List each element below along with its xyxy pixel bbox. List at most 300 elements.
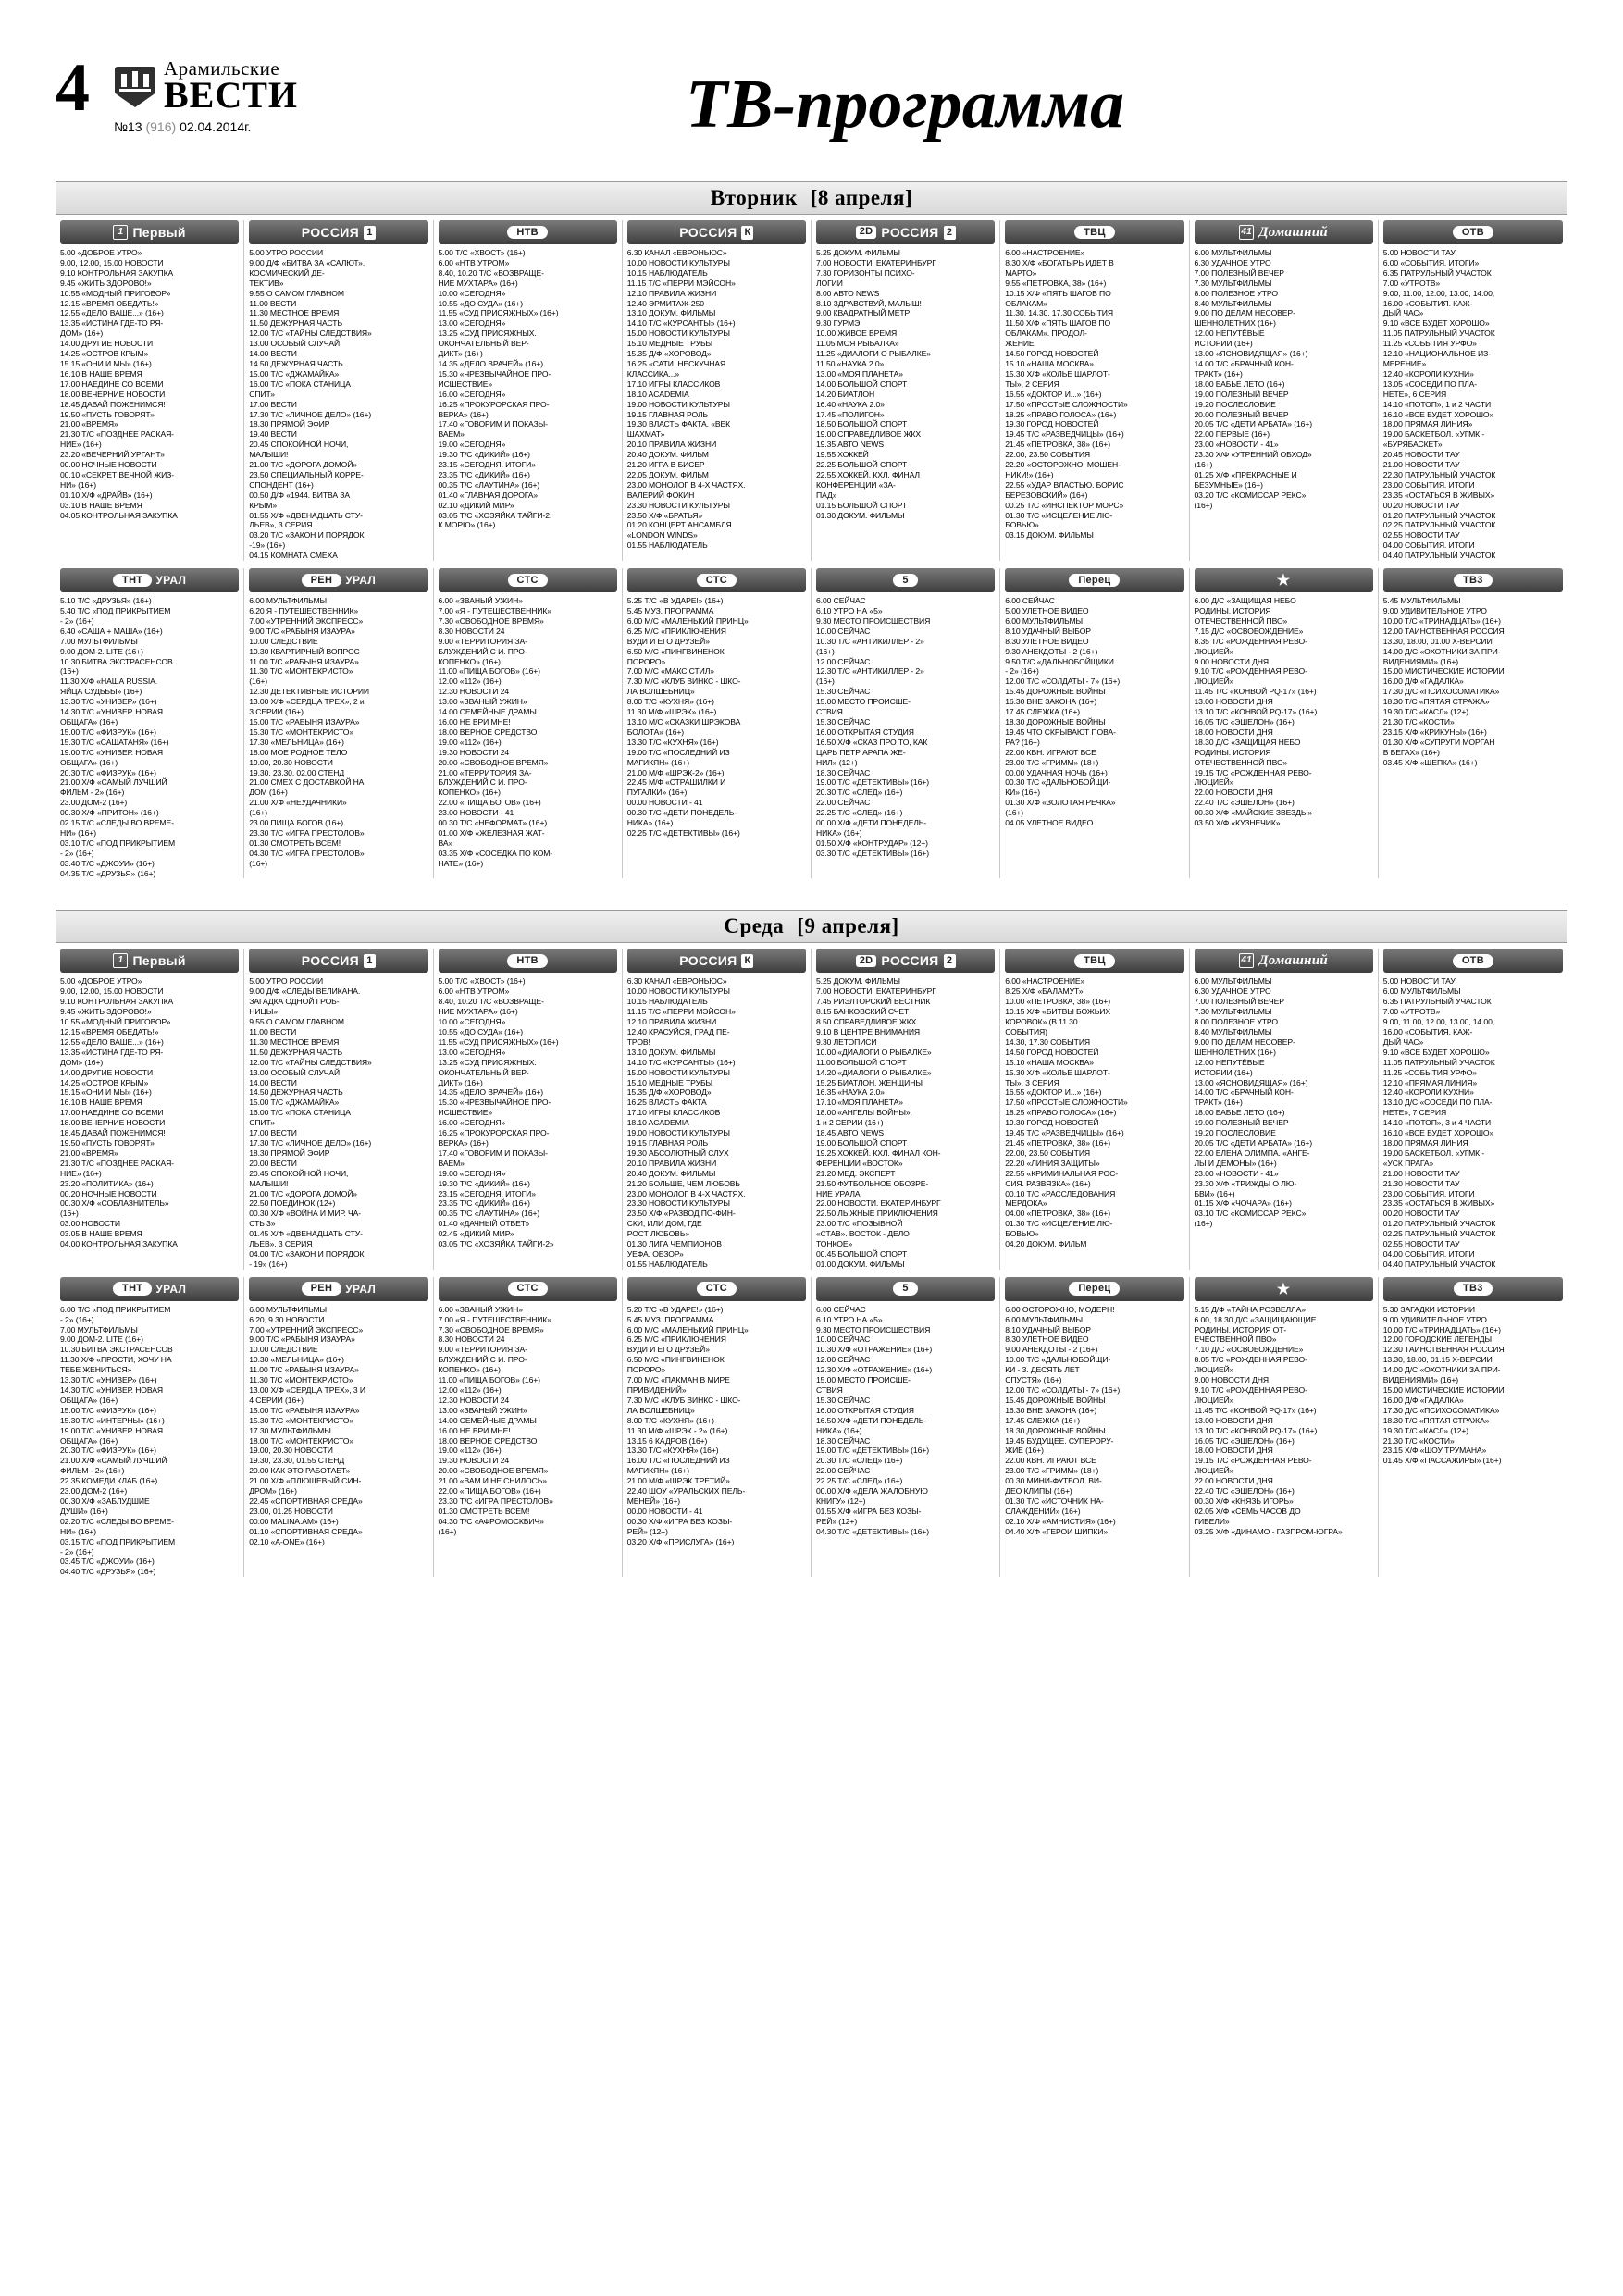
program-item: 02.05 Х/Ф «СЕМЬ ЧАСОВ ДО xyxy=(1194,1506,1301,1516)
program-item: БЛУЖДЕНИЙ С И. ПРО- xyxy=(438,646,527,656)
program-item: -19» (16+) xyxy=(249,540,286,551)
program-item: 9.45 «ЖИТЬ ЗДОРОВО!» xyxy=(60,278,152,288)
program-item: 5.00 УТРО РОССИИ xyxy=(249,976,324,987)
program-item: БЛУЖДЕНИЙ С И. ПРО- xyxy=(438,1355,527,1365)
program-item: - 2» (16+) xyxy=(1005,666,1039,676)
program-item: 8.00 ПОЛЕЗНОЕ УТРО xyxy=(1194,1017,1278,1027)
program-item: 20.00 ПОЛЕЗНЫЙ ВЕЧЕР xyxy=(1194,409,1289,419)
program-item: 14.10 Т/С «КУРСАНТЫ» (16+) xyxy=(626,1057,736,1067)
program-item: 01.00 ДОКУМ. ФИЛЬМЫ xyxy=(816,1259,905,1269)
program-item: 14.30 Т/С «УНИВЕР. НОВАЯ xyxy=(60,707,163,717)
program-item: 10.15 Х/Ф «ПЯТЬ ШАГОВ ПО xyxy=(1005,288,1111,298)
program-item: НИ» (16+) xyxy=(60,479,96,490)
channel-header-rossiyak[interactable]: РОССИЯ К xyxy=(627,220,806,244)
program-item: 5.00 «ДОБРОЕ УТРО» xyxy=(60,976,142,987)
program-item: 7.15 Д/С «ОСВОБОЖДЕНИЕ» xyxy=(1194,626,1304,636)
program-item: 14.20 БИАТЛОН xyxy=(816,389,875,399)
program-item: 17.00 ВЕСТИ xyxy=(249,399,297,409)
program-item: 9.00 Д/Ф «СЛЕДЫ ВЕЛИКАНА. xyxy=(249,987,361,997)
program-item: 17.00 НАЕДИНЕ СО ВСЕМИ xyxy=(60,1108,164,1118)
program-item: КРЫМ» xyxy=(249,500,278,510)
program-item: 10.30 БИТВА ЭКСТРАСЕНСОВ xyxy=(60,1345,173,1355)
program-item: 9.30 ГУРМЭ xyxy=(816,318,861,329)
program-item: 15.35 Д/Ф «ХОРОВОД» xyxy=(626,1087,712,1098)
program-item: КОСМИЧЕСКИЙ ДЕ- xyxy=(249,267,325,278)
program-item: «БУРЯБАСКЕТ» xyxy=(1382,440,1443,450)
program-item: - 2» (16+) xyxy=(60,848,94,858)
program-item: 15.00 Т/С «ДЖАМАЙКА» xyxy=(249,368,340,379)
program-item: 16.00 Д/Ф «ГАДАЛКА» xyxy=(1382,676,1464,687)
program-item: 16.00 НЕ ВРИ МНЕ! xyxy=(438,1425,511,1435)
channel-header-tv3[interactable] xyxy=(1383,1277,1563,1301)
program-item: 13.25 «СУД ПРИСЯЖНЫХ. xyxy=(438,1057,537,1067)
program-item: 14.00 СЕМЕЙНЫЕ ДРАМЫ xyxy=(438,707,537,717)
program-item: 00.10 «СЕКРЕТ ВЕЧНОЙ ЖИЗ- xyxy=(60,469,175,479)
weekday-label: Среда xyxy=(724,914,785,938)
program-item: 15.00 МИСТИЧЕСКИЕ ИСТОРИИ xyxy=(1382,1385,1505,1395)
program-item: 20.00 «СВОБОДНОЕ ВРЕМЯ» xyxy=(438,1466,549,1476)
program-item: 00.30 Х/Ф «ПРИТОН» (16+) xyxy=(60,808,159,818)
channel-header-rossiya2[interactable]: 2D РОССИЯ 2 xyxy=(816,220,995,244)
program-item: 10.00 «ДИАЛОГИ О РЫБАЛКЕ» xyxy=(816,1047,932,1057)
channel-number-icon: 41 xyxy=(1239,225,1254,240)
channel-logo-icon: 1 xyxy=(113,225,128,240)
program-item: 16.05 Т/С «ЭШЕЛОН» (16+) xyxy=(1194,716,1295,726)
program-item: 20.45 НОВОСТИ ТАУ xyxy=(1382,450,1460,460)
program-item: 00.30 Х/Ф «КНЯЗЬ ИГОРЬ» xyxy=(1194,1496,1294,1506)
program-item: 7.00 НОВОСТИ. ЕКАТЕРИНБУРГ xyxy=(816,987,936,997)
program-item: (16+) xyxy=(60,1209,79,1219)
channel-logo-icon: К xyxy=(741,954,753,968)
program-item: 19.30 НОВОСТИ 24 xyxy=(438,1456,510,1466)
program-item: ОТЕЧЕСТВЕННОЙ ПВО» xyxy=(1194,615,1288,626)
program-item: (16+) xyxy=(1194,500,1213,510)
program-item: 18.00 БАБЬЕ ЛЕТО (16+) xyxy=(1194,379,1285,389)
program-item: 6.30 УДАЧНОЕ УТРО xyxy=(1194,257,1271,267)
program-item: 15.00 НОВОСТИ КУЛЬТУРЫ xyxy=(626,329,730,339)
program-item: 19.30 ВЛАСТЬ ФАКТА. «ВЕК xyxy=(626,419,731,429)
program-item: 14.25 «ОСТРОВ КРЫМ» xyxy=(60,349,149,359)
program-item: 04.15 КОМНАТА СМЕХА xyxy=(249,551,338,561)
listing-sts xyxy=(439,1305,617,1537)
channel-header-tvc[interactable] xyxy=(1005,220,1183,244)
program-item: 19.30, 23.30, 02.00 СТЕНД xyxy=(249,767,345,777)
program-item: 10.30 КВАРТИРНЫЙ ВОПРОС xyxy=(249,646,360,656)
program-item: 01.30 ЛИГА ЧЕМПИОНОВ xyxy=(626,1239,722,1249)
channel-column-sts xyxy=(434,1277,623,1577)
program-item: 03.15 Т/С «ПОД ПРИКРЫТИЕМ xyxy=(60,1536,176,1546)
program-item: 16.10 «ВСЕ БУДЕТ ХОРОШО» xyxy=(1382,1128,1494,1138)
program-item: 12.00 СЕЙЧАС xyxy=(816,1355,871,1365)
program-item: 00.20 НОВОСТИ ТАУ xyxy=(1382,500,1460,510)
program-item: 9.00 КВАДРАТНЫЙ МЕТР xyxy=(816,308,911,318)
program-item: 23.15 «СЕГОДНЯ. ИТОГИ» xyxy=(438,1188,536,1198)
program-item: 5.00 УТРО РОССИИ xyxy=(249,248,324,257)
program-item: ДОМ» (16+) xyxy=(60,329,104,339)
program-item: 20.10 ПРАВИЛА ЖИЗНИ xyxy=(626,440,717,450)
channel-logo-icon: ОТВ xyxy=(1453,226,1493,240)
program-item: 11.45 Т/С «КОНВОЙ PQ-17» (16+) xyxy=(1194,1405,1317,1415)
listing-domashniy xyxy=(1195,976,1373,1229)
program-item: НАТЕ» (16+) xyxy=(438,858,484,868)
program-item: 19.00 БАСКЕТБОЛ. «УГМК - xyxy=(1382,429,1485,440)
program-item: 23.00 ДОМ-2 (16+) xyxy=(60,1486,128,1496)
program-item: 17.30 Т/С «ЛИЧНОЕ ДЕЛО» (16+) xyxy=(249,409,372,419)
program-item: БЕЗУМНЫЕ» (16+) xyxy=(1194,479,1263,490)
program-item: 15.30 СЕЙЧАС xyxy=(816,1395,871,1405)
program-item: 03.05 Т/С «ХОЗЯЙКА ТАЙГИ-2. xyxy=(438,510,552,520)
program-item: 9.30 МЕСТО ПРОИСШЕСТВИЯ xyxy=(816,615,931,626)
program-item: НИКА» (16+) xyxy=(626,818,674,828)
program-item: 15.00 НОВОСТИ КУЛЬТУРЫ xyxy=(626,1067,730,1077)
channel-column-perec xyxy=(1000,568,1189,878)
program-item: 14.50 ГОРОД НОВОСТЕЙ xyxy=(1005,349,1099,359)
program-item: 18.30 ПРЯМОЙ ЭФИР xyxy=(249,1148,330,1158)
program-item: 04.00 СОБЫТИЯ. ИТОГИ xyxy=(1382,1248,1475,1259)
program-item: 5.00 УЛЕТНОЕ ВИДЕО xyxy=(1005,606,1089,615)
program-item: 19.00 «112» (16+) xyxy=(438,737,502,747)
program-item: 15.30 СЕЙЧАС xyxy=(816,687,871,697)
program-item: 23.35 «ОСТАТЬСЯ В ЖИВЫХ» xyxy=(1382,490,1495,500)
channel-logo-icon: ТВЦ xyxy=(1074,226,1115,240)
program-item: 15.30 Х/Ф «КОЛЬЕ ШАРЛОТ- xyxy=(1005,368,1110,379)
program-item: СТЬ 3» xyxy=(249,1219,276,1229)
program-item: 19.00 «СЕГОДНЯ» xyxy=(438,440,506,450)
program-item: ОКОНЧАТЕЛЬНЫЙ ВЕР- xyxy=(438,1067,529,1077)
program-item: 10.00 «ПЕТРОВКА, 38» (16+) xyxy=(1005,997,1110,1007)
program-item: 5.10 Т/С «ДРУЗЬЯ» (16+) xyxy=(60,596,152,606)
program-item: 19.45 Т/С «РАЗВЕДЧИЦЫ» (16+) xyxy=(1005,429,1124,440)
program-item: 8.30 НОВОСТИ 24 xyxy=(438,626,505,636)
program-item: ОТЕЧЕСТВЕННОЙ ПВО» xyxy=(1194,757,1288,767)
program-item: СПИТ» xyxy=(249,389,275,399)
channel-header-perec[interactable] xyxy=(1005,568,1183,592)
program-item: 9.00, 12.00, 15.00 НОВОСТИ xyxy=(60,257,164,267)
program-item: ТРАКТ» (16+) xyxy=(1194,1098,1243,1108)
program-item: 11.05 ПАТРУЛЬНЫЙ УЧАСТОК xyxy=(1382,329,1495,339)
program-item: КИ - 3. ДЕСЯТЬ ЛЕТ xyxy=(1005,1365,1080,1375)
program-item: ДОМ (16+) xyxy=(249,788,288,798)
program-item: 15.35 Д/Ф «ХОРОВОД» xyxy=(626,349,712,359)
program-item: 9.30 МЕСТО ПРОИСШЕСТВИЯ xyxy=(816,1324,931,1334)
program-item: 23.35 Т/С «ДИКИЙ» (16+) xyxy=(438,469,530,479)
program-item: 16.05 Т/С «ЭШЕЛОН» (16+) xyxy=(1194,1435,1295,1446)
program-item: 14.00 СЕМЕЙНЫЕ ДРАМЫ xyxy=(438,1415,537,1425)
channel-header-zvezda[interactable] xyxy=(1195,568,1373,592)
program-item: 17.45 СЛЕЖКА (16+) xyxy=(1005,707,1080,717)
program-item: 22.00 НОВОСТИ ДНЯ xyxy=(1194,1476,1273,1486)
program-item: 6.30 УДАЧНОЕ УТРО xyxy=(1194,987,1271,997)
program-item: 22.55 ХОККЕЙ. КХЛ. ФИНАЛ xyxy=(816,469,920,479)
program-item: ПРИВИДЕНИЙ» xyxy=(626,1385,687,1395)
program-item: 15.45 ДОРОЖНЫЕ ВОЙНЫ xyxy=(1005,687,1106,697)
program-item: 9.55 О САМОМ ГЛАВНОМ xyxy=(249,1017,344,1027)
channel-number-icon: 2 xyxy=(944,954,956,968)
program-item: 15.10 «НАША МОСКВА» xyxy=(1005,358,1094,368)
program-item: ФИЛЬМ - 2» (16+) xyxy=(60,788,125,798)
channel-header-pervyi[interactable]: 1 Первый xyxy=(60,220,239,244)
program-item: 23.35 Т/С «ДИКИЙ» (16+) xyxy=(438,1198,530,1209)
program-item: 15.10 «НАША МОСКВА» xyxy=(1005,1057,1094,1067)
program-item: 6.00 «НТВ УТРОМ» xyxy=(438,987,510,997)
program-item: (16+) xyxy=(1194,460,1213,470)
program-item: 6.25 М/С «ПРИКЛЮЧЕНИЯ xyxy=(626,1334,726,1345)
program-item: НИЕ МУХТАРА» (16+) xyxy=(438,1007,518,1017)
program-item: 18.00 ВЕЧЕРНИЕ НОВОСТИ xyxy=(60,1118,166,1128)
program-item: 02.10 «ДИКИЙ МИР» xyxy=(438,500,514,510)
program-item: МАЛЫШИ! xyxy=(249,1178,289,1188)
program-item: 21.00 НОВОСТИ ТАУ xyxy=(1382,1168,1460,1178)
program-item: 5.30 ЗАГАДКИ ИСТОРИИ xyxy=(1382,1304,1476,1314)
program-item: 19.00 НОВОСТИ КУЛЬТУРЫ xyxy=(626,399,730,409)
program-item: 03.45 Х/Ф «ЩЕПКА» (16+) xyxy=(1382,757,1478,767)
program-item: 16.10 В НАШЕ ВРЕМЯ xyxy=(60,368,142,379)
program-item: ЗАГАДКА ОДНОЙ ГРОБ- xyxy=(249,997,340,1007)
program-item: ЖЕНИЕ xyxy=(1005,339,1035,349)
program-item: 8.40 МУЛЬТФИЛЬМЫ xyxy=(1194,1027,1272,1036)
program-item: 14.10 Т/С «КУРСАНТЫ» (16+) xyxy=(626,318,736,329)
program-item: (16+) xyxy=(816,646,835,656)
listing-5kanal xyxy=(627,596,806,838)
program-item: (16+) xyxy=(1005,808,1024,818)
program-item: 6.30 КАНАЛ «ЕВРОНЬЮС» xyxy=(626,248,727,257)
program-item: 19.00 БАСКЕТБОЛ. «УГМК - xyxy=(1382,1148,1485,1158)
program-item: 23.30 НОВОСТИ КУЛЬТУРЫ xyxy=(626,500,730,510)
listing-tvc xyxy=(1005,976,1183,1248)
program-item: КОПЕНКО» (16+) xyxy=(438,656,501,666)
program-item: 9.50 Т/С «ДАЛЬНОБОЙЩИКИ xyxy=(1005,656,1114,666)
program-item: 10.00 СЛЕДСТВИЕ xyxy=(249,636,318,646)
program-item: 22.00 ЕЛЕНА ОЛИМПА. «АНГЕ- xyxy=(1194,1148,1310,1158)
program-item: МЕРДОКА» xyxy=(1005,1198,1047,1209)
channel-column-ren xyxy=(244,568,433,878)
program-item: СОБЫТИЯ) xyxy=(1005,1027,1047,1036)
channel-column-rossiya2 xyxy=(812,949,1000,1269)
program-item: 5.45 МУЗ. ПРОГРАММА xyxy=(626,1314,714,1324)
program-item: 16.00 Т/С «ПОКА СТАНИЦА xyxy=(249,1108,351,1118)
program-item: 9.00 «ТЕРРИТОРИЯ ЗА- xyxy=(438,636,527,646)
program-item: 10.00 ЖИВОЕ ВРЕМЯ xyxy=(816,329,898,339)
program-item: 16.00 НЕ ВРИ МНЕ! xyxy=(438,716,511,726)
program-item: 10.00 СЕЙЧАС xyxy=(816,626,871,636)
program-item: БЕРЕЗОВСКИЙ» (16+) xyxy=(1005,490,1088,500)
channel-header-zvezda[interactable] xyxy=(1195,1277,1373,1301)
program-item: 6.00 СЕЙЧАС xyxy=(1005,596,1055,606)
channel-header-tvc[interactable] xyxy=(1005,949,1183,973)
program-item: 16.55 «ДОКТОР И...» (16+) xyxy=(1005,389,1102,399)
program-item: ШЕННОЛЕТНИХ (16+) xyxy=(1194,1047,1276,1057)
program-item: 00.25 Т/С «ИНСПЕКТОР МОРС» xyxy=(1005,500,1124,510)
channel-logo-icon: 5 xyxy=(893,1282,917,1296)
program-item: 10.30 «МЕЛЬНИЦА» (16+) xyxy=(249,1355,344,1365)
program-item: 12.15 «ВРЕМЯ ОБЕДАТЬ!» xyxy=(60,298,159,308)
program-item: НИЕ» (16+) xyxy=(60,1168,102,1178)
channel-header-rossiyak[interactable]: РОССИЯ К xyxy=(627,949,806,973)
channel-header-sts[interactable] xyxy=(439,568,617,592)
program-item: 9.00 ПО ДЕЛАМ НЕСОВЕР- xyxy=(1194,308,1295,318)
program-item: БЛУЖДЕНИЙ С И. ПРО- xyxy=(438,777,527,788)
program-item: 22.55 «УДАР ВЛАСТЬЮ. БОРИС xyxy=(1005,479,1124,490)
program-item: 23.00 Т/С «ГРИММ» (18+) xyxy=(1005,1466,1099,1476)
channel-header-tnt-ural[interactable]: ТНТ УРАЛ xyxy=(60,568,239,592)
program-item: 03.50 Х/Ф «КУЗНЕЧИК» xyxy=(1194,818,1281,828)
program-item: 12.10 ПРАВИЛА ЖИЗНИ xyxy=(626,1017,717,1027)
channel-header-perec[interactable] xyxy=(1005,1277,1183,1301)
program-item: 19.00 ПОЛЕЗНЫЙ ВЕЧЕР xyxy=(1194,389,1289,399)
program-item: 5.15 Д/Ф «ТАЙНА РОЗВЕЛЛА» xyxy=(1194,1304,1306,1314)
program-item: 16.00 «СЕГОДНЯ» xyxy=(438,389,506,399)
program-item: 01.10 Х/Ф «ДРАЙВ» (16+) xyxy=(60,490,153,500)
program-item: 14.50 ДЕЖУРНАЯ ЧАСТЬ xyxy=(249,358,343,368)
program-item: МАГИКЯН» (16+) xyxy=(626,1466,689,1476)
program-item: 6.00 МУЛЬТФИЛЬМЫ xyxy=(1194,976,1272,987)
program-item: 22.20 «ОСТОРОЖНО, МОШЕН- xyxy=(1005,460,1121,470)
program-item: 19.00 Т/С «ДЕТЕКТИВЫ» (16+) xyxy=(816,777,929,788)
program-item: СИЯ. РАЗВЯЗКА» (16+) xyxy=(1005,1178,1091,1188)
program-item: 13.00 «ЯСНОВИДЯЩАЯ» (16+) xyxy=(1194,349,1308,359)
program-item: 01.20 КОНЦЕРТ АНСАМБЛЯ xyxy=(626,520,732,530)
program-item: 8.00 Т/С «КУХНЯ» (16+) xyxy=(626,1415,714,1425)
channel-header-pyatiy[interactable] xyxy=(816,1277,995,1301)
channel-header-ren[interactable]: РЕН УРАЛ xyxy=(249,1277,427,1301)
channel-logo-icon: 1 xyxy=(364,954,376,968)
program-item: НЕТЕ», 6 СЕРИЯ xyxy=(1382,389,1447,399)
program-item: ИСШЕСТВИЕ» xyxy=(438,1108,493,1118)
channel-header-domashniy[interactable]: 41 Домашний xyxy=(1195,220,1373,244)
program-item: ВАЛЕРИЙ ФОКИН xyxy=(626,490,695,500)
program-item: ТЫ», 3 СЕРИЯ xyxy=(1005,1077,1059,1087)
program-item: 23.00 НОВОСТИ - 41 xyxy=(438,808,514,818)
channel-header-sts[interactable] xyxy=(439,1277,617,1301)
program-item: 11.00 Т/С «РАБЫНЯ ИЗАУРА» xyxy=(249,656,359,666)
channel-header-5kanal[interactable] xyxy=(627,568,806,592)
program-item: 10.00 Т/С «ТРИНАДЦАТЬ» (16+) xyxy=(1382,615,1501,626)
channel-header-ntv[interactable] xyxy=(439,220,617,244)
channel-header-ntv[interactable] xyxy=(439,949,617,973)
program-item: 12.40 «КОРОЛИ КУХНИ» xyxy=(1382,368,1474,379)
program-item: 11.15 Т/С «ПЕРРИ МЭЙСОН» xyxy=(626,278,736,288)
program-item: 21.30 НОВОСТИ ТАУ xyxy=(1382,1178,1460,1188)
channel-logo-icon: 1 xyxy=(113,953,128,968)
program-item: 9.10 Т/С «РОЖДЕННАЯ РЕВО- xyxy=(1194,1385,1307,1395)
program-item: 21.00 СМЕХ С ДОСТАВКОЙ НА xyxy=(249,777,365,788)
channel-header-pyatiy[interactable] xyxy=(816,568,995,592)
channel-header-ren[interactable]: РЕН УРАЛ xyxy=(249,568,427,592)
program-item: 8.30 НОВОСТИ 24 xyxy=(438,1334,505,1345)
program-item: 13.00 «ЗВАНЫЙ УЖИН» xyxy=(438,1405,527,1415)
program-item: 01.30 ДОКУМ. ФИЛЬМЫ xyxy=(816,510,905,520)
program-item: 01.40 «ГЛАВНАЯ ДОРОГА» xyxy=(438,490,539,500)
program-item: 6.00 МУЛЬТФИЛЬМЫ xyxy=(1005,1314,1084,1324)
program-item: ЛЮЦИЕЙ» xyxy=(1194,777,1234,788)
program-item: 23.15 Х/Ф «ШОУ ТРУМАНА» xyxy=(1382,1446,1487,1456)
program-item: СКИ, ИЛИ ДОМ, ГДЕ xyxy=(626,1219,702,1229)
channel-header-5kanal[interactable] xyxy=(627,1277,806,1301)
program-item: 19.30, 23.30, 01.55 СТЕНД xyxy=(249,1456,345,1466)
program-item: 9.00 УДИВИТЕЛЬНОЕ УТРО xyxy=(1382,606,1487,615)
program-item: ЛЫ И ДЕМОНЫ» (16+) xyxy=(1194,1158,1277,1168)
program-item: СТВИЯ xyxy=(816,707,843,717)
program-item: 23.00 Т/С «ПОЗЫВНОЙ xyxy=(816,1219,903,1229)
program-item: ЛОГИИ xyxy=(816,278,843,288)
program-item: ЕЧЕСТВЕННОЙ ПВО» xyxy=(1194,1334,1277,1345)
channel-header-domashniy[interactable]: 41 Домашний xyxy=(1195,949,1373,973)
program-item: ОБЩАГА» (16+) xyxy=(60,716,118,726)
channel-header-rossiya2[interactable]: 2D РОССИЯ 2 xyxy=(816,949,995,973)
program-item: 04.35 Т/С «ДРУЗЬЯ» (16+) xyxy=(60,868,156,878)
program-item: ПОРОРО» xyxy=(626,1365,666,1375)
program-item: 04.40 Х/Ф «ГЕРОИ ШИПКИ» xyxy=(1005,1526,1109,1536)
program-item: 14.50 ГОРОД НОВОСТЕЙ xyxy=(1005,1047,1099,1057)
paper-name-line1: Арамильские xyxy=(164,57,280,80)
program-item: 12.55 «ДЕЛО ВАШЕ...» (16+) xyxy=(60,1036,164,1047)
channel-column-5kanal xyxy=(623,568,812,878)
program-item: 14.00 ВЕСТИ xyxy=(249,349,297,359)
program-item: 14.30, 17.30 СОБЫТИЯ xyxy=(1005,1036,1091,1047)
program-item: 11.30, 14.30, 17.30 СОБЫТИЯ xyxy=(1005,308,1113,318)
program-item: ОБЩАГА» (16+) xyxy=(60,1435,118,1446)
program-item: РЕЙ» (12+) xyxy=(816,1516,858,1526)
program-item: 23.00, 01.25 НОВОСТИ xyxy=(249,1506,333,1516)
program-item: 3 СЕРИИ (16+) xyxy=(249,707,304,717)
program-item: 19.30 ГОРОД НОВОСТЕЙ xyxy=(1005,1118,1099,1128)
channel-logo-icon: СТС xyxy=(697,1282,737,1296)
program-item: ПАД» xyxy=(816,490,837,500)
program-item: 12.40 КРАСУЙСЯ, ГРАД ПЕ- xyxy=(626,1027,730,1036)
program-item: 11.25 «СОБЫТИЯ УРФО» xyxy=(1382,339,1477,349)
channel-header-tnt-ural[interactable]: ТНТ УРАЛ xyxy=(60,1277,239,1301)
program-item: 6.50 М/С «ПИНГВИНЕНОК xyxy=(626,1355,725,1365)
section-separator xyxy=(56,878,1567,893)
program-item: 14.35 «ДЕЛО ВРАЧЕЙ» (16+) xyxy=(438,358,543,368)
program-item: ВИДЕНИЯМИ» (16+) xyxy=(1382,1375,1459,1385)
channel-header-rossiya1[interactable]: РОССИЯ 1 xyxy=(249,220,427,244)
program-item: 23.00 СОБЫТИЯ. ИТОГИ xyxy=(1382,479,1475,490)
program-item: 04.05 КОНТРОЛЬНАЯ ЗАКУПКА xyxy=(60,510,178,520)
program-item: РЕЙ» (12+) xyxy=(626,1526,668,1536)
program-item: БВИ» (16+) xyxy=(1194,1188,1235,1198)
program-item: 8.10 УДАЧНЫЙ ВЫБОР xyxy=(1005,626,1091,636)
channel-column-tnt-ural xyxy=(56,568,244,878)
listing-pervyi xyxy=(60,248,239,520)
program-item: 17.40 «ГОВОРИМ И ПОКАЗЫ- xyxy=(438,419,548,429)
channel-header-otv[interactable] xyxy=(1383,949,1563,973)
channel-column-domashniy xyxy=(1190,949,1379,1269)
program-item: 8.35 Т/С «РОЖДЕННАЯ РЕВО- xyxy=(1194,636,1307,646)
program-item: 10.15 НАБЛЮДАТЕЛЬ xyxy=(626,997,708,1007)
program-item: 02.55 НОВОСТИ ТАУ xyxy=(1382,530,1460,540)
listing-rossiyak xyxy=(627,976,806,1269)
program-item: 03.15 ДОКУМ. ФИЛЬМЫ xyxy=(1005,530,1094,540)
program-item: 15.30 Т/С «МОНТЕКРИСТО» xyxy=(249,726,354,737)
program-item: 9.00 УДИВИТЕЛЬНОЕ УТРО xyxy=(1382,1314,1487,1324)
program-item: 15.00 Т/С «ДЖАМАЙКА» xyxy=(249,1098,340,1108)
program-item: 12.00 НЕПУТЁВЫЕ xyxy=(1194,329,1265,339)
channel-header-pervyi[interactable]: 1 Первый xyxy=(60,949,239,973)
program-item: 7.00 М/С «МАКС СТИЛ» xyxy=(626,666,714,676)
program-item: 14.30 Т/С «УНИВЕР. НОВАЯ xyxy=(60,1385,163,1395)
listing-tv3 xyxy=(1383,596,1563,767)
program-item: 17.30 «МЕЛЬНИЦА» (16+) xyxy=(249,737,344,747)
program-item: 7.00 МУЛЬТФИЛЬМЫ xyxy=(60,1324,138,1334)
channel-header-tv3[interactable] xyxy=(1383,568,1563,592)
channel-header-otv[interactable] xyxy=(1383,220,1563,244)
program-item: 03.05 В НАШЕ ВРЕМЯ xyxy=(60,1229,142,1239)
program-item: 02.45 «ДИКИЙ МИР» xyxy=(438,1229,514,1239)
channel-header-rossiya1[interactable]: РОССИЯ 1 xyxy=(249,949,427,973)
program-item: 7.30 М/С «КЛУБ ВИНКС - ШКО- xyxy=(626,676,741,687)
program-item: 20.00 ВЕСТИ xyxy=(249,1158,297,1168)
